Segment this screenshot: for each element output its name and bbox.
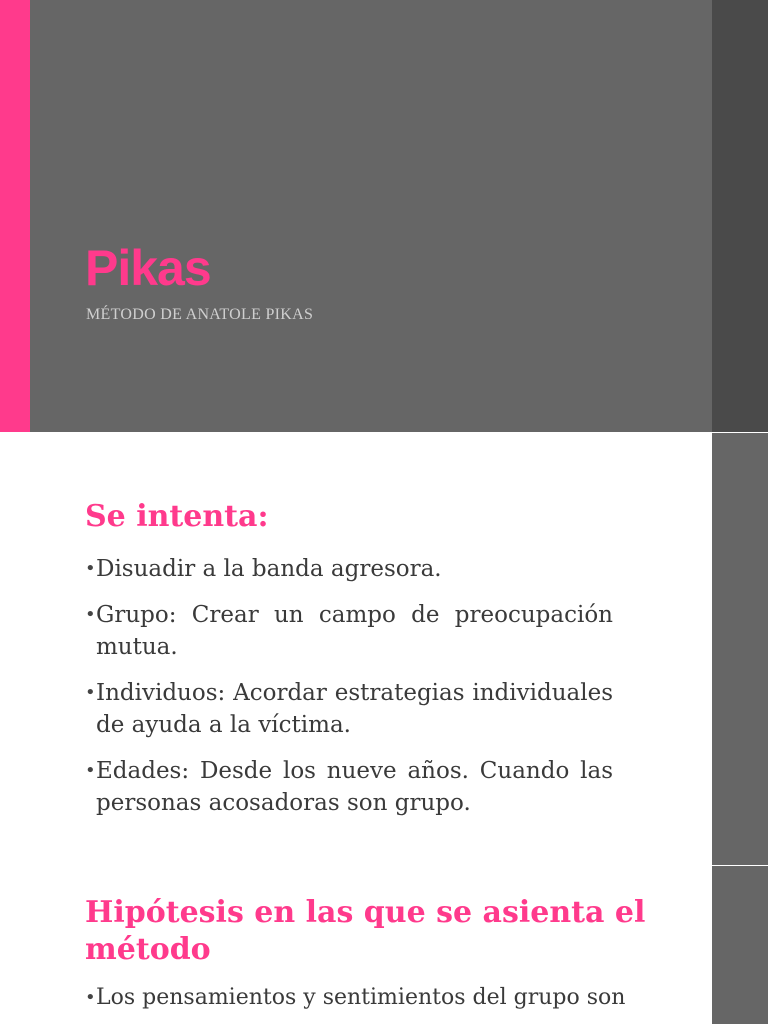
slide-subtitle: MÉTODO DE ANATOLE PIKAS [86,306,314,323]
side-bar [712,433,768,865]
bullet-item: • Individuos: Acordar estrategias individuales de ayuda a la víctima. [85,677,613,741]
bullet-item: • Los pensamientos y sentimientos del grupo son [85,982,675,1014]
content-slide-se-intenta [0,433,768,865]
slide-title: Pikas [85,240,211,296]
slide-heading: Se intenta: [85,499,269,534]
bullet-list [85,553,613,833]
bullet-list [85,982,675,1024]
side-bar [712,866,768,1024]
content-slide-hipotesis [0,866,768,1024]
accent-bar [0,0,30,432]
bullet-item: • Disuadir a la banda agresora. [85,553,613,585]
title-slide [0,0,768,432]
bullet-item: • Grupo: Crear un campo de preocupación mutua. [85,599,613,663]
slide-heading: Hipótesis en las que se asienta el método [85,895,646,967]
side-bar [712,0,768,432]
bullet-item: • Edades: Desde los nueve años. Cuando las personas acosadoras son grupo. [85,755,613,819]
